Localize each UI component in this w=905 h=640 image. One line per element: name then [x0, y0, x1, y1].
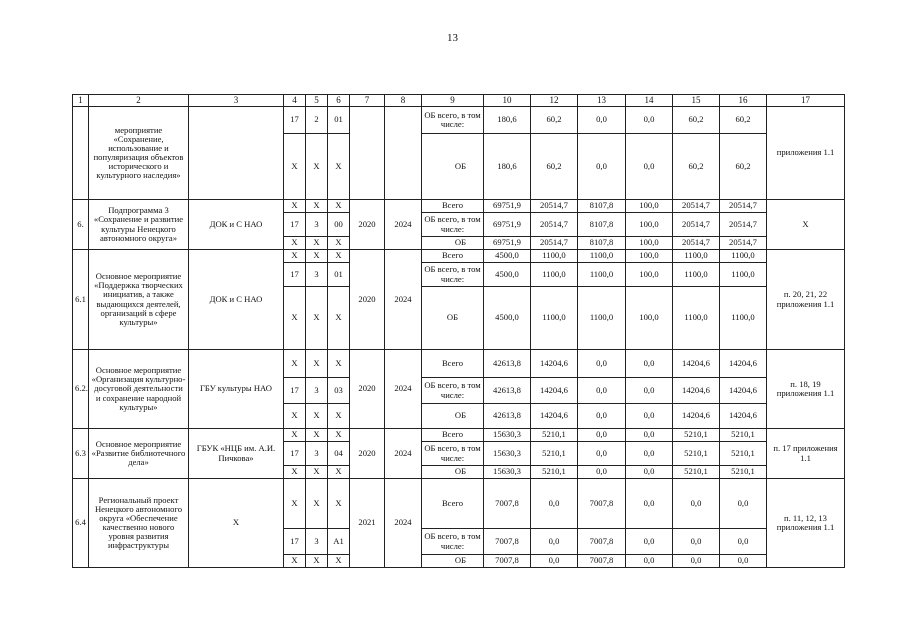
value-cell: 4500,0: [484, 250, 531, 263]
value-cell: 5210,1: [531, 429, 578, 442]
col-header: 4: [284, 95, 306, 107]
funding-source: ОБ: [422, 237, 484, 250]
budget-table: [72, 94, 845, 568]
col-header: 9: [422, 95, 484, 107]
code-cell: Х: [284, 250, 306, 263]
code-cell: Х: [306, 134, 328, 200]
code-cell: 17: [284, 442, 306, 466]
executor: ГБУ культуры НАО: [189, 350, 284, 429]
value-cell: 0,0: [626, 555, 673, 568]
col-header: 2: [89, 95, 189, 107]
code-cell: Х: [284, 479, 306, 529]
code-cell: 03: [328, 378, 350, 404]
value-cell: 0,0: [578, 107, 626, 134]
code-cell: Х: [306, 404, 328, 429]
funding-source: Всего: [422, 429, 484, 442]
value-cell: 1100,0: [720, 263, 767, 287]
executor: ДОК и С НАО: [189, 250, 284, 350]
value-cell: 8107,8: [578, 213, 626, 237]
code-cell: Х: [328, 350, 350, 378]
value-cell: 5210,1: [720, 466, 767, 479]
value-cell: 20514,7: [531, 237, 578, 250]
funding-source: Всего: [422, 200, 484, 213]
executor: ГБУК «НЦБ им. А.И. Пичкова»: [189, 429, 284, 479]
value-cell: 14204,6: [531, 378, 578, 404]
reference: п. 11, 12, 13 приложения 1.1: [767, 479, 845, 568]
col-header: 16: [720, 95, 767, 107]
value-cell: 7007,8: [578, 555, 626, 568]
start-year: 2020: [350, 350, 385, 429]
row-number: 6.3: [73, 429, 89, 479]
code-cell: 3: [306, 263, 328, 287]
value-cell: 14204,6: [531, 350, 578, 378]
value-cell: 1100,0: [720, 250, 767, 263]
value-cell: 8107,8: [578, 200, 626, 213]
table-row: [73, 107, 845, 134]
value-cell: 0,0: [626, 529, 673, 555]
value-cell: 20514,7: [531, 213, 578, 237]
executor: Х: [189, 479, 284, 568]
code-cell: 3: [306, 378, 328, 404]
funding-source: ОБ всего, в том числе:: [422, 263, 484, 287]
funding-source: Всего: [422, 479, 484, 529]
code-cell: Х: [306, 555, 328, 568]
measure-name: Основное мероприятие «Развитие библиотечного дела»: [89, 429, 189, 479]
value-cell: 0,0: [673, 529, 720, 555]
code-cell: 04: [328, 442, 350, 466]
value-cell: 100,0: [626, 250, 673, 263]
value-cell: 42613,8: [484, 350, 531, 378]
end-year: 2024: [385, 429, 422, 479]
code-cell: Х: [328, 134, 350, 200]
code-cell: Х: [306, 479, 328, 529]
code-cell: 2: [306, 107, 328, 134]
row-number: [73, 107, 89, 200]
code-cell: Х: [306, 250, 328, 263]
value-cell: 14204,6: [720, 378, 767, 404]
code-cell: Х: [284, 134, 306, 200]
value-cell: 0,0: [578, 134, 626, 200]
value-cell: 0,0: [720, 479, 767, 529]
value-cell: 69751,9: [484, 213, 531, 237]
value-cell: 20514,7: [720, 237, 767, 250]
start-year: 2020: [350, 250, 385, 350]
value-cell: 0,0: [720, 529, 767, 555]
code-cell: Х: [306, 350, 328, 378]
code-cell: Х: [328, 429, 350, 442]
value-cell: 20514,7: [673, 237, 720, 250]
value-cell: 1100,0: [578, 287, 626, 350]
value-cell: 5210,1: [531, 442, 578, 466]
code-cell: Х: [328, 404, 350, 429]
value-cell: 20514,7: [673, 200, 720, 213]
funding-source: ОБ: [422, 404, 484, 429]
code-cell: 00: [328, 213, 350, 237]
code-cell: Х: [328, 237, 350, 250]
value-cell: 5210,1: [531, 466, 578, 479]
end-year: 2024: [385, 200, 422, 250]
value-cell: 180,6: [484, 134, 531, 200]
code-cell: 17: [284, 107, 306, 134]
code-cell: Х: [284, 237, 306, 250]
value-cell: 0,0: [578, 378, 626, 404]
start-year: 2020: [350, 429, 385, 479]
funding-source: ОБ: [422, 287, 484, 350]
col-header: 12: [531, 95, 578, 107]
value-cell: 0,0: [626, 404, 673, 429]
code-cell: Х: [284, 404, 306, 429]
value-cell: 0,0: [578, 429, 626, 442]
value-cell: 7007,8: [578, 479, 626, 529]
value-cell: 20514,7: [531, 200, 578, 213]
value-cell: 14204,6: [720, 350, 767, 378]
value-cell: 20514,7: [673, 213, 720, 237]
table-row: [73, 479, 845, 529]
value-cell: 0,0: [626, 134, 673, 200]
value-cell: 60,2: [673, 107, 720, 134]
value-cell: 0,0: [578, 466, 626, 479]
col-header: 10: [484, 95, 531, 107]
value-cell: 0,0: [578, 442, 626, 466]
value-cell: 0,0: [626, 429, 673, 442]
code-cell: 3: [306, 213, 328, 237]
value-cell: 42613,8: [484, 378, 531, 404]
table-row: [73, 250, 845, 263]
table-row: [73, 350, 845, 378]
value-cell: 5210,1: [720, 429, 767, 442]
code-cell: Х: [284, 287, 306, 350]
value-cell: 0,0: [626, 107, 673, 134]
measure-name: Основное мероприятие «Организация культурно-досуговой деятельности и сохранение народной культуры»: [89, 350, 189, 429]
reference: п. 20, 21, 22 приложения 1.1: [767, 250, 845, 350]
code-cell: 17: [284, 263, 306, 287]
value-cell: 1100,0: [578, 250, 626, 263]
value-cell: 15630,3: [484, 429, 531, 442]
code-cell: Х: [306, 237, 328, 250]
value-cell: 7007,8: [484, 529, 531, 555]
value-cell: 180,6: [484, 107, 531, 134]
value-cell: 4500,0: [484, 287, 531, 350]
value-cell: 7007,8: [484, 479, 531, 529]
code-cell: Х: [328, 466, 350, 479]
code-cell: Х: [284, 429, 306, 442]
reference: п. 17 приложения 1.1: [767, 429, 845, 479]
value-cell: 100,0: [626, 263, 673, 287]
value-cell: 15630,3: [484, 442, 531, 466]
page-number: 13: [447, 32, 458, 44]
value-cell: 60,2: [720, 107, 767, 134]
funding-source: ОБ: [422, 555, 484, 568]
value-cell: 0,0: [673, 555, 720, 568]
code-cell: 01: [328, 107, 350, 134]
code-cell: Х: [306, 429, 328, 442]
code-cell: 17: [284, 378, 306, 404]
code-cell: А1: [328, 529, 350, 555]
col-header: 15: [673, 95, 720, 107]
value-cell: 0,0: [626, 479, 673, 529]
value-cell: 1100,0: [720, 287, 767, 350]
reference: п. 18, 19 приложения 1.1: [767, 350, 845, 429]
value-cell: 1100,0: [673, 250, 720, 263]
funding-source: Всего: [422, 250, 484, 263]
value-cell: 0,0: [531, 479, 578, 529]
row-number: 6.4: [73, 479, 89, 568]
row-number: 6.: [73, 200, 89, 250]
measure-name: мероприятие «Сохранение, использование и популяризация объектов исторического и культурного наследия»: [89, 107, 189, 200]
funding-source: Всего: [422, 350, 484, 378]
value-cell: 1100,0: [531, 287, 578, 350]
code-cell: 01: [328, 263, 350, 287]
reference: приложения 1.1: [767, 107, 845, 200]
funding-source: ОБ всего, в том числе:: [422, 107, 484, 134]
value-cell: 60,2: [673, 134, 720, 200]
value-cell: 60,2: [531, 134, 578, 200]
code-cell: 17: [284, 529, 306, 555]
value-cell: 100,0: [626, 287, 673, 350]
value-cell: 100,0: [626, 237, 673, 250]
col-header: 3: [189, 95, 284, 107]
col-header: 8: [385, 95, 422, 107]
end-year: 2024: [385, 350, 422, 429]
value-cell: 7007,8: [578, 529, 626, 555]
code-cell: Х: [284, 466, 306, 479]
funding-source: ОБ всего, в том числе:: [422, 213, 484, 237]
funding-source: ОБ: [422, 466, 484, 479]
value-cell: 14204,6: [673, 404, 720, 429]
value-cell: 1100,0: [673, 263, 720, 287]
code-cell: Х: [284, 200, 306, 213]
value-cell: 5210,1: [673, 466, 720, 479]
code-cell: Х: [328, 479, 350, 529]
value-cell: 0,0: [720, 555, 767, 568]
value-cell: 69751,9: [484, 237, 531, 250]
value-cell: 15630,3: [484, 466, 531, 479]
code-cell: Х: [328, 250, 350, 263]
value-cell: 60,2: [531, 107, 578, 134]
value-cell: 0,0: [626, 442, 673, 466]
row-number: 6.2.: [73, 350, 89, 429]
col-header: 17: [767, 95, 845, 107]
value-cell: 1100,0: [578, 263, 626, 287]
value-cell: 14204,6: [673, 350, 720, 378]
reference: Х: [767, 200, 845, 250]
end-year: 2024: [385, 479, 422, 568]
header-row: [73, 95, 845, 107]
measure-name: Подпрограмма 3 «Сохранение и развитие культуры Ненецкого автономного округа»: [89, 200, 189, 250]
table-row: [73, 429, 845, 442]
end-year: 2024: [385, 250, 422, 350]
value-cell: 20514,7: [720, 200, 767, 213]
value-cell: 1100,0: [531, 250, 578, 263]
funding-source: ОБ всего, в том числе:: [422, 378, 484, 404]
value-cell: 5210,1: [720, 442, 767, 466]
table-row: [73, 200, 845, 213]
code-cell: Х: [306, 287, 328, 350]
start-year: [350, 107, 385, 200]
value-cell: 1100,0: [673, 287, 720, 350]
value-cell: 0,0: [578, 350, 626, 378]
value-cell: 5210,1: [673, 442, 720, 466]
code-cell: 17: [284, 213, 306, 237]
col-header: 7: [350, 95, 385, 107]
value-cell: 1100,0: [531, 263, 578, 287]
start-year: 2021: [350, 479, 385, 568]
value-cell: 8107,8: [578, 237, 626, 250]
measure-name: Основное мероприятие «Поддержка творческих инициатив, а также выдающихся деятелей, организаций в сфере культуры»: [89, 250, 189, 350]
col-header: 14: [626, 95, 673, 107]
value-cell: 7007,8: [484, 555, 531, 568]
col-header: 6: [328, 95, 350, 107]
value-cell: 0,0: [673, 479, 720, 529]
value-cell: 60,2: [720, 134, 767, 200]
col-header: 5: [306, 95, 328, 107]
value-cell: 0,0: [578, 404, 626, 429]
code-cell: Х: [328, 200, 350, 213]
code-cell: Х: [328, 555, 350, 568]
value-cell: 14204,6: [531, 404, 578, 429]
end-year: [385, 107, 422, 200]
value-cell: 14204,6: [673, 378, 720, 404]
value-cell: 42613,8: [484, 404, 531, 429]
executor: ДОК и С НАО: [189, 200, 284, 250]
value-cell: 100,0: [626, 213, 673, 237]
code-cell: Х: [306, 200, 328, 213]
row-number: 6.1: [73, 250, 89, 350]
value-cell: 20514,7: [720, 213, 767, 237]
funding-source: ОБ всего, в том числе:: [422, 442, 484, 466]
measure-name: Региональный проект Ненецкого автономного округа «Обеспечение качественно нового уровня развития инфраструктуры: [89, 479, 189, 568]
value-cell: 0,0: [626, 350, 673, 378]
value-cell: 0,0: [531, 555, 578, 568]
value-cell: 69751,9: [484, 200, 531, 213]
code-cell: 3: [306, 442, 328, 466]
value-cell: 0,0: [531, 529, 578, 555]
value-cell: 0,0: [626, 466, 673, 479]
value-cell: 5210,1: [673, 429, 720, 442]
code-cell: Х: [328, 287, 350, 350]
value-cell: 0,0: [626, 378, 673, 404]
code-cell: Х: [284, 350, 306, 378]
col-header: 1: [73, 95, 89, 107]
funding-source: ОБ: [422, 134, 484, 200]
col-header: 13: [578, 95, 626, 107]
code-cell: Х: [306, 466, 328, 479]
code-cell: Х: [284, 555, 306, 568]
value-cell: 4500,0: [484, 263, 531, 287]
value-cell: 100,0: [626, 200, 673, 213]
executor: [189, 107, 284, 200]
start-year: 2020: [350, 200, 385, 250]
code-cell: 3: [306, 529, 328, 555]
value-cell: 14204,6: [720, 404, 767, 429]
funding-source: ОБ всего, в том числе:: [422, 529, 484, 555]
